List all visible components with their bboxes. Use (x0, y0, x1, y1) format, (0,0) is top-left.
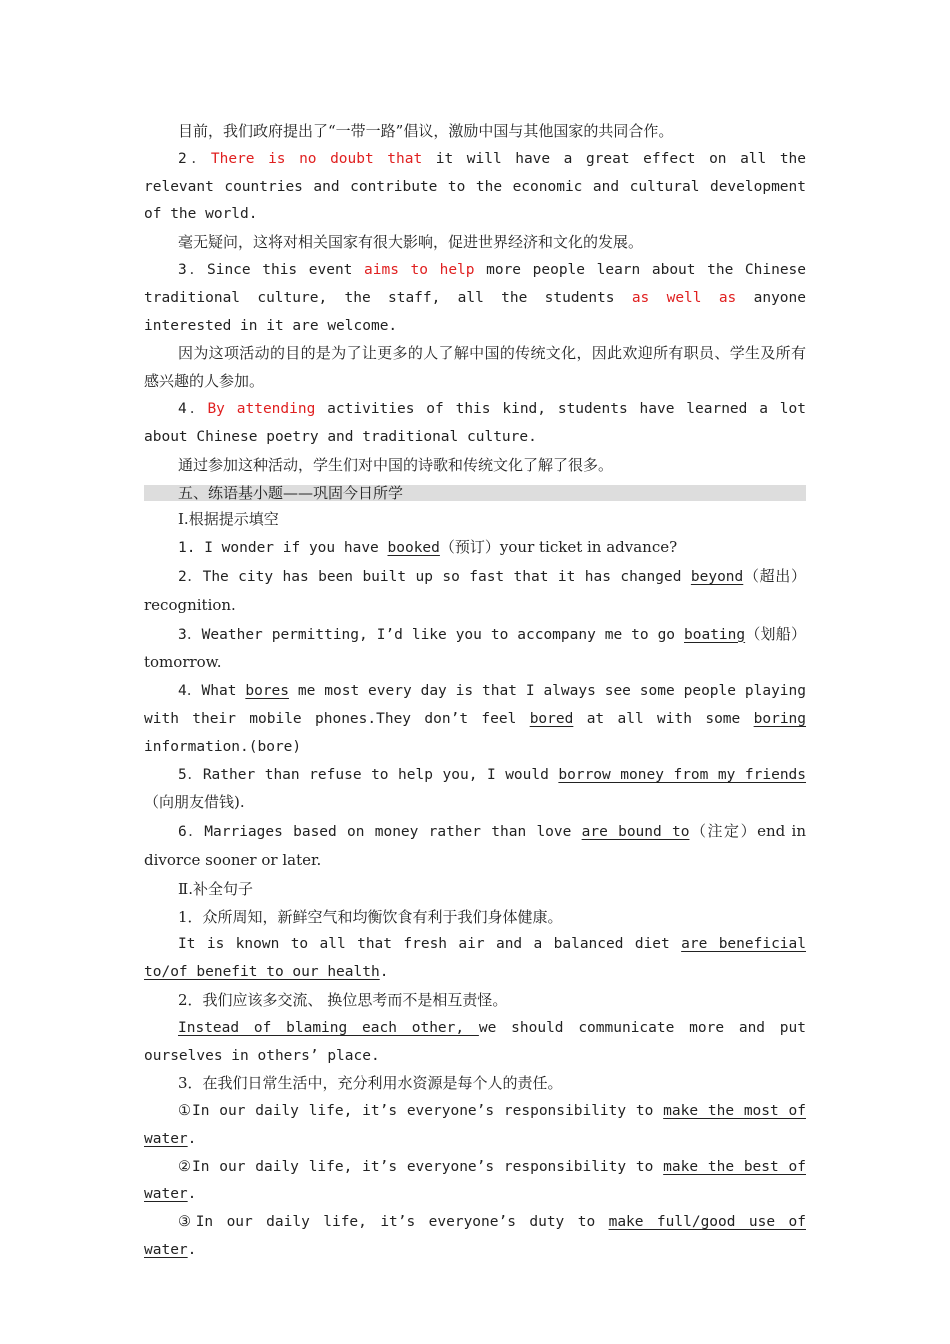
sentence-2: 2．There is no doubt that it will have a great effect on all the relevant countries and contribute to the economic and cultural development of the world. (144, 150, 807, 223)
answer: make the best of water (144, 1158, 806, 1203)
answer: borrow money from my friends (558, 766, 807, 783)
part-1-title: Ⅰ.根据提示填空 (178, 510, 279, 529)
completion-2: Instead of blaming each other, we should communicate more and put ourselves in others’ place. (144, 1019, 806, 1064)
completion-3-2: ②In our daily life, it’s everyone’s responsibility to make the best of water. (144, 1158, 806, 1203)
sentence-3: 3．Since this event aims to help more people learn about the Chinese traditional culture, the staff, all the students as well as anyone interested in it are welcome. (144, 261, 807, 334)
answer: are bound to (581, 824, 690, 841)
question-1: 1. I wonder if you have booked（预订）your ticket in advance? (178, 538, 678, 557)
translation-2: 毫无疑问，这将对相关国家有很大影响，促进世界经济和文化的发展。 (178, 233, 644, 252)
answer: bored (529, 710, 574, 727)
highlight-phrase: By attending (207, 400, 316, 417)
highlight-phrase: aims to help (364, 261, 475, 278)
answer: booked (387, 540, 440, 557)
answer: make full/good use of water (144, 1214, 806, 1259)
completion-3-3: ③In our daily life, it’s everyone’s duty to make full/good use of water. (144, 1214, 806, 1259)
prompt-1: 1．众所周知，新鲜空气和均衡饮食有利于我们身体健康。 (178, 907, 563, 926)
translation-3: 因为这项活动的目的是为了让更多的人了解中国的传统文化，因此欢迎所有职员、学生及所有感兴趣的人参加。 (144, 344, 806, 391)
question-6: 6．Marriages based on money rather than love are bound to（注定）end in divorce sooner or later. (144, 822, 806, 869)
translation-1: 目前，我们政府提出了“一带一路”倡议，激励中国与其他国家的共同合作。 (178, 122, 674, 140)
answer: boring (753, 710, 807, 727)
highlight-phrase: as well as (631, 289, 737, 306)
question-4: 4．What bores me most every day is that I always see some people playing with their mobile phones.They don’t feel bored at all with some boring information.(bore) (144, 683, 807, 755)
document-page (144, 118, 806, 1265)
part-2-title: Ⅱ.补全句子 (178, 879, 253, 898)
question-5: 5．Rather than refuse to help you, I would borrow money from my friends（向朋友借钱). (144, 766, 807, 812)
question-2: 2．The city has been built up so fast that it has changed beyond（超出）recognition. (144, 566, 806, 614)
prompt-3: 3．在我们日常生活中，充分利用水资源是每个人的责任。 (178, 1074, 563, 1093)
answer: are beneficial to/of benefit to our health (144, 936, 807, 981)
translation-4: 通过参加这种活动，学生们对中国的诗歌和传统文化了解了很多。 (178, 455, 614, 474)
answer: Instead of blaming each other, (178, 1019, 479, 1036)
answer: beyond (690, 568, 744, 585)
highlight-phrase: There is no doubt that (210, 150, 423, 167)
sentence-4: 4．By attending activities of this kind, students have learned a lot about Chinese poetry and traditional culture. (144, 400, 806, 445)
answer: boating (684, 626, 746, 643)
question-3: 3．Weather permitting, I’d like you to accompany me to go boating（划船）tomorrow. (144, 624, 806, 672)
answer: bores (245, 683, 290, 700)
completion-3-1: ①In our daily life, it’s everyone’s responsibility to make the most of water. (144, 1103, 806, 1147)
prompt-2: 2．我们应该多交流、 换位思考而不是相互责怪。 (178, 990, 508, 1009)
answer: make the most of water (144, 1103, 806, 1147)
completion-1: It is known to all that fresh air and a balanced diet are beneficial to/of benefit to our health. (144, 936, 807, 981)
section-heading: 五、练语基小题——巩固今日所学 (144, 485, 806, 501)
